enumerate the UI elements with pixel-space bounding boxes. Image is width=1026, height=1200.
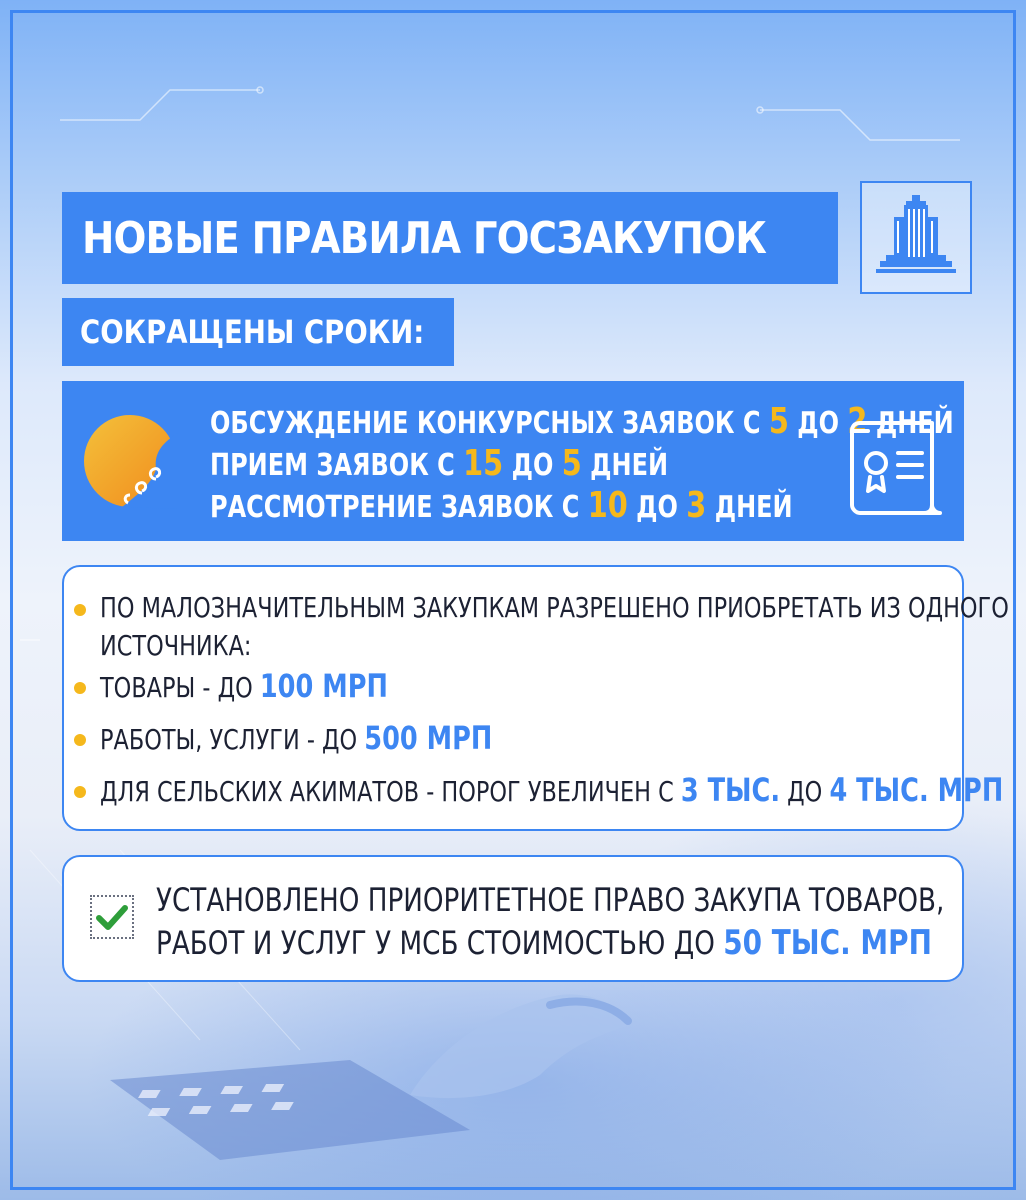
bullet-dot-icon (74, 734, 86, 746)
rule-item-works (74, 719, 590, 759)
deadline-label: ОБСУЖДЕНИЕ КОНКУРСНЫХ ЗАЯВОК С (210, 406, 769, 441)
certificate-document-icon (846, 409, 946, 519)
check-frame (90, 895, 134, 939)
rule-item-akimat (74, 771, 1026, 811)
deadlines-band (62, 381, 964, 541)
bullet-dot-icon (74, 786, 86, 798)
msb-text (156, 879, 944, 965)
deadline-connector: ДО (627, 490, 687, 525)
rule-value-to: 4 ТЫС. МРП (829, 771, 1004, 809)
deadline-from-value: 15 (463, 443, 504, 484)
rule-intro-line: ПО МАЛОЗНАЧИТЕЛЬНЫМ ЗАКУПКАМ РАЗРЕШЕНО ПРИОБРЕТАТЬ ИЗ ОДНОГО (100, 591, 1009, 624)
msb-line (156, 922, 944, 965)
deadline-item-discussion (210, 401, 954, 443)
rule-item-goods (74, 667, 460, 707)
rule-label: РАБОТЫ, УСЛУГИ - ДО (100, 723, 365, 756)
rules-card (62, 565, 1009, 831)
title-banner (62, 192, 838, 284)
rule-text (100, 719, 492, 759)
rule-text (100, 771, 1003, 811)
deadline-unit: ДНЕЙ (706, 490, 793, 525)
msb-label: РАБОТ И УСЛУГ У МСБ СТОИМОСТЬЮ ДО (156, 924, 724, 962)
deadline-item-reception (210, 443, 722, 485)
deadline-to-value: 2 (847, 401, 868, 442)
deadline-item-review (210, 485, 793, 527)
rule-label: ДЛЯ СЕЛЬСКИХ АКИМАТОВ - ПОРОГ УВЕЛИЧЕН С (100, 775, 681, 808)
rule-value: 500 МРП (364, 719, 493, 757)
rule-text (100, 667, 388, 707)
deadlines-list (210, 401, 954, 527)
msb-value: 50 ТЫС. МРП (723, 923, 932, 963)
deadline-to-value: 5 (561, 443, 582, 484)
bullet-dot-icon (74, 682, 86, 694)
government-building-icon (876, 193, 956, 283)
section-subtitle: СОКРАЩЕНЫ СРОКИ: (80, 313, 425, 351)
rule-value-from: 3 ТЫС. (680, 771, 781, 809)
msb-card (62, 855, 964, 982)
rule-text (100, 589, 1009, 665)
deadline-label: РАССМОТРЕНИЕ ЗАЯВОК С (210, 490, 588, 525)
bullet-dot-icon (74, 604, 86, 616)
deadline-connector: ДО (788, 406, 848, 441)
checkmark-icon (96, 903, 128, 931)
rule-intro-line: ИСТОЧНИКА: (100, 629, 252, 662)
rule-value: 100 МРП (259, 667, 388, 705)
msb-line: УСТАНОВЛЕНО ПРИОРИТЕТНОЕ ПРАВО ЗАКУПА ТОВАРОВ, (156, 881, 945, 919)
deadline-to-value: 3 (686, 485, 707, 526)
rule-connector: ДО (780, 775, 830, 808)
deadline-unit: ДНЕЙ (867, 406, 954, 441)
subtitle-banner (62, 298, 454, 366)
rule-label: ТОВАРЫ - ДО (100, 671, 260, 704)
rule-item-intro (74, 589, 1026, 665)
deadline-unit: ДНЕЙ (581, 448, 669, 483)
deadline-connector: ДО (503, 448, 562, 483)
logo-frame (860, 181, 972, 294)
deadline-from-value: 5 (768, 401, 789, 442)
page-title: НОВЫЕ ПРАВИЛА ГОСЗАКУПОК (82, 212, 766, 264)
deadline-label: ПРИЕМ ЗАЯВОК С (210, 448, 464, 483)
deadline-from-value: 10 (587, 485, 628, 526)
sun-ornament-icon (82, 413, 178, 509)
